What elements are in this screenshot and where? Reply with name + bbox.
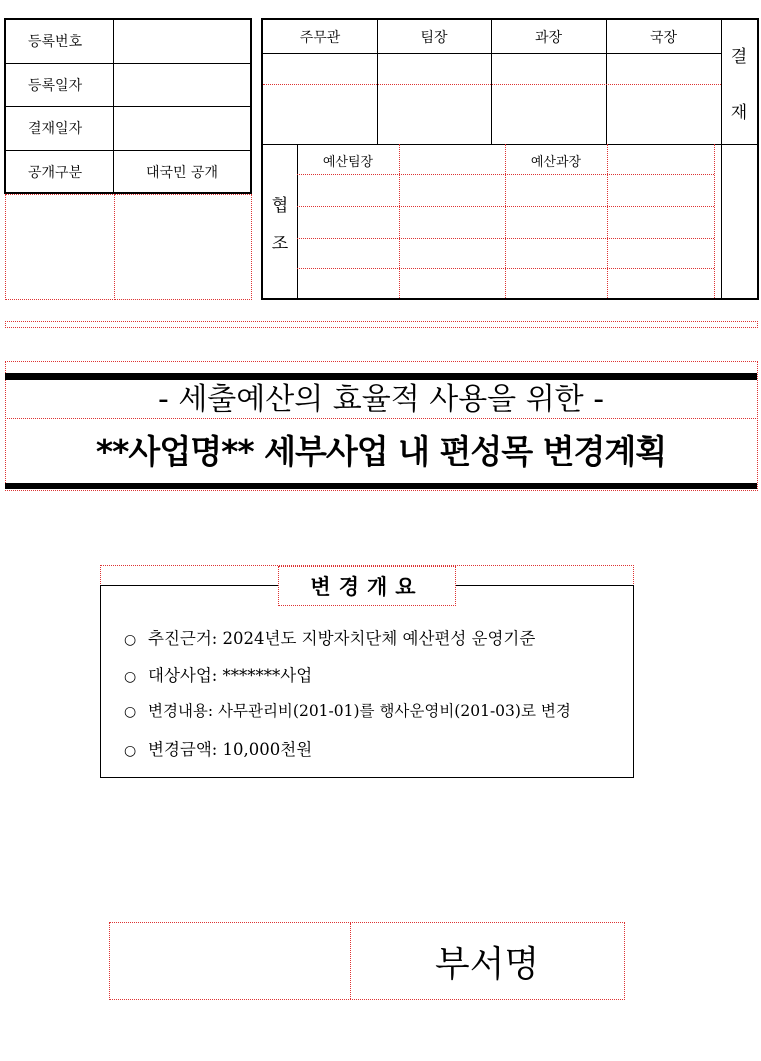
registration-row (6, 107, 250, 151)
summary-heading: 변경개요 (278, 566, 456, 606)
summary-item-text: 변경내용: 사무관리비(201-01)를 행사운영비(201-03)로 변경 (148, 702, 571, 720)
circle-bullet-icon: ○ (124, 743, 137, 759)
approval-header: 주무관 (299, 29, 341, 46)
circle-bullet-icon: ○ (124, 669, 137, 685)
divider (5, 321, 758, 328)
document-subtitle: - 세출예산의 효율적 사용을 위한 - (157, 382, 605, 417)
cooperation-header: 예산팀장 (322, 154, 374, 170)
approval-side-label: 결 (730, 46, 748, 67)
registration-value (114, 64, 250, 107)
registration-value: 대국민 공개 (145, 165, 219, 182)
summary-item-text: 대상사업: *******사업 (148, 666, 313, 685)
cooperation-header: 예산과장 (530, 154, 582, 170)
registration-value (114, 107, 250, 150)
registration-row (6, 64, 250, 108)
registration-label: 공개구분 (6, 151, 114, 195)
cooperation-label: 협 (271, 195, 289, 216)
approval-side-label: 재 (730, 102, 748, 123)
blank-cell (114, 194, 252, 300)
approval-table (261, 18, 759, 300)
summary-item (124, 625, 535, 649)
summary-item-text: 변경금액: 10,000천원 (148, 740, 313, 759)
registration-label: 등록일자 (6, 64, 114, 107)
registration-value (114, 20, 250, 63)
department-box (109, 922, 625, 1000)
summary-item (124, 699, 571, 721)
circle-bullet-icon: ○ (124, 632, 137, 648)
department-name: 부서명 (434, 943, 540, 985)
title-rule (5, 483, 757, 489)
registration-row (6, 20, 250, 64)
approval-header: 팀장 (420, 29, 448, 46)
registration-row (6, 151, 250, 195)
title-rule (5, 373, 757, 380)
circle-bullet-icon: ○ (124, 704, 137, 720)
registration-table (4, 18, 252, 194)
summary-item (124, 736, 312, 760)
approval-header: 국장 (649, 29, 678, 46)
cooperation-label: 조 (271, 233, 289, 254)
approval-header: 과장 (534, 29, 563, 46)
registration-label: 결재일자 (6, 107, 114, 150)
summary-item-text: 추진근거: 2024년도 지방자치단체 예산편성 운영기준 (148, 629, 536, 648)
document-title: **사업명** 세부사업 내 편성목 변경계획 (95, 432, 667, 471)
registration-label: 등록번호 (6, 20, 114, 63)
blank-cell (5, 194, 115, 300)
summary-item (124, 662, 312, 686)
